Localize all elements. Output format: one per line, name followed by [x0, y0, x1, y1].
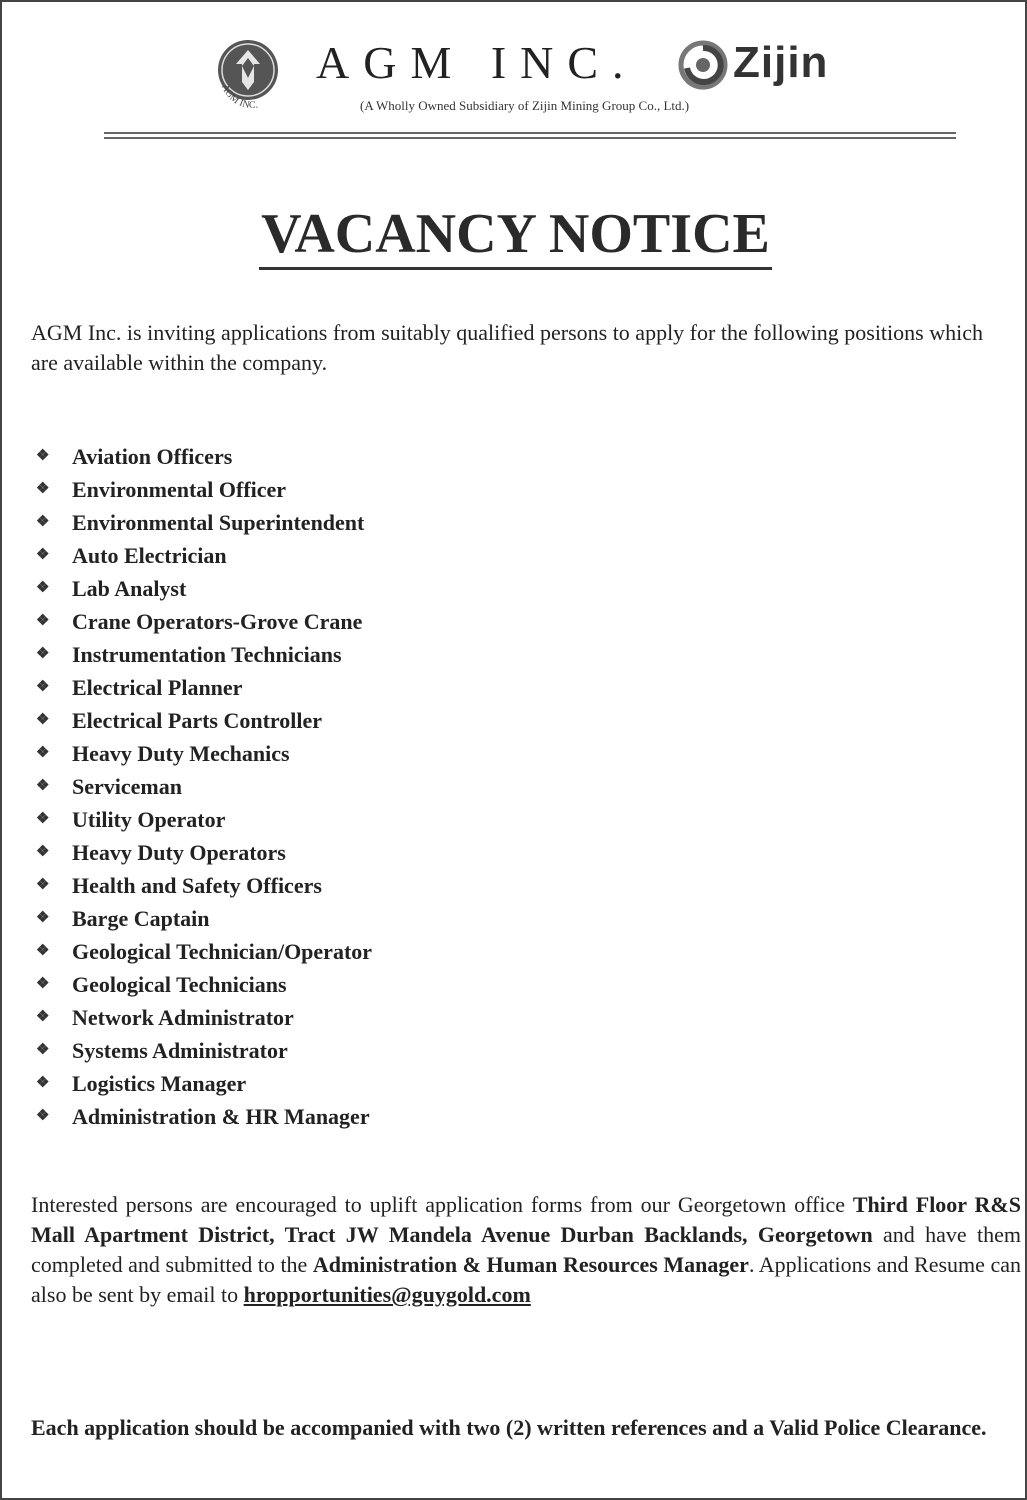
position-title: Geological Technician/Operator [72, 939, 373, 964]
letterhead [2, 2, 1027, 142]
instructions-text-2: and have them completed and submitted to the [31, 1222, 1021, 1277]
requirements-note: Each application should be accompanied with two (2) written references and a Valid Police Clearance. [31, 1415, 987, 1440]
header-divider [104, 132, 956, 134]
application-instructions [31, 1190, 1021, 1310]
zijin-swirl-icon [678, 40, 728, 90]
position-item [36, 473, 372, 506]
diamond-bullet-icon: ❖ [36, 712, 50, 728]
position-title: Heavy Duty Operators [72, 840, 286, 865]
diamond-bullet-icon: ❖ [36, 580, 50, 596]
instructions-text-3: . Applications and Resume can also be sent by email to [31, 1252, 1021, 1307]
position-item [36, 1067, 372, 1100]
position-item [36, 572, 372, 605]
diamond-bullet-icon: ❖ [36, 943, 50, 959]
position-item [36, 605, 372, 638]
diamond-bullet-icon: ❖ [36, 1108, 50, 1124]
position-item [36, 770, 372, 803]
company-name: AGM INC. [316, 37, 638, 88]
recipient-title: Administration & Human Resources Manager [312, 1252, 749, 1277]
position-title: Utility Operator [72, 807, 226, 832]
position-item [36, 836, 372, 869]
diamond-bullet-icon: ❖ [36, 811, 50, 827]
position-title: Lab Analyst [72, 576, 187, 601]
position-title: Geological Technicians [72, 972, 287, 997]
position-title: Health and Safety Officers [72, 873, 322, 898]
position-title: Auto Electrician [72, 543, 227, 568]
position-title: Network Administrator [72, 1005, 294, 1030]
position-item [36, 704, 372, 737]
position-title: Environmental Superintendent [72, 510, 365, 535]
instructions-text-1: Interested persons are encouraged to uplift application forms from our Georgetown office [31, 1192, 853, 1217]
notice-title [2, 202, 1027, 266]
notice-title-text: VACANCY NOTICE [259, 203, 772, 270]
position-title: Logistics Manager [72, 1071, 247, 1096]
position-item [36, 803, 372, 836]
intro-paragraph: AGM Inc. is inviting applications from suitably qualified persons to apply for the following positions which are available within the company. [31, 320, 983, 375]
position-title: Heavy Duty Mechanics [72, 741, 290, 766]
position-item [36, 1100, 372, 1133]
office-address: Third Floor R&S Mall Apartment District, Tract JW Mandela Avenue Durban Backlands, Georgetown [31, 1192, 1021, 1247]
diamond-bullet-icon: ❖ [36, 877, 50, 893]
position-title: Electrical Planner [72, 675, 243, 700]
position-title: Administration & HR Manager [72, 1104, 370, 1129]
position-item [36, 737, 372, 770]
diamond-bullet-icon: ❖ [36, 1042, 50, 1058]
position-title: Crane Operators-Grove Crane [72, 609, 363, 634]
zijin-logo-text: Zijin [733, 38, 829, 87]
diamond-bullet-icon: ❖ [36, 844, 50, 860]
diamond-bullet-icon: ❖ [36, 1009, 50, 1025]
position-item [36, 1001, 372, 1034]
subsidiary-text: (A Wholly Owned Subsidiary of Zijin Mining Group Co., Ltd.) [360, 98, 690, 113]
position-title: Barge Captain [72, 906, 210, 931]
diamond-bullet-icon: ❖ [36, 679, 50, 695]
positions-list [36, 440, 372, 1133]
position-item [36, 1034, 372, 1067]
position-item [36, 968, 372, 1001]
agm-logo-text: AGM INC. [219, 82, 259, 111]
diamond-bullet-icon: ❖ [36, 778, 50, 794]
diamond-bullet-icon: ❖ [36, 481, 50, 497]
diamond-bullet-icon: ❖ [36, 745, 50, 761]
diamond-bullet-icon: ❖ [36, 646, 50, 662]
diamond-bullet-icon: ❖ [36, 976, 50, 992]
position-item [36, 671, 372, 704]
email-link[interactable]: hropportunities@guygold.com [243, 1282, 531, 1307]
position-item [36, 506, 372, 539]
position-title: Instrumentation Technicians [72, 642, 342, 667]
position-item [36, 539, 372, 572]
diamond-bullet-icon: ❖ [36, 613, 50, 629]
diamond-bullet-icon: ❖ [36, 448, 50, 464]
position-title: Electrical Parts Controller [72, 708, 323, 733]
position-item [36, 869, 372, 902]
diamond-bullet-icon: ❖ [36, 514, 50, 530]
diamond-bullet-icon: ❖ [36, 547, 50, 563]
position-item [36, 902, 372, 935]
diamond-bullet-icon: ❖ [36, 910, 50, 926]
position-item [36, 935, 372, 968]
header-divider-secondary [104, 137, 956, 139]
position-title: Systems Administrator [72, 1038, 288, 1063]
position-title: Serviceman [72, 774, 182, 799]
position-item [36, 638, 372, 671]
agm-logo-icon [208, 30, 294, 116]
position-title: Aviation Officers [72, 444, 233, 469]
diamond-bullet-icon: ❖ [36, 1075, 50, 1091]
position-title: Environmental Officer [72, 477, 287, 502]
position-item [36, 440, 372, 473]
